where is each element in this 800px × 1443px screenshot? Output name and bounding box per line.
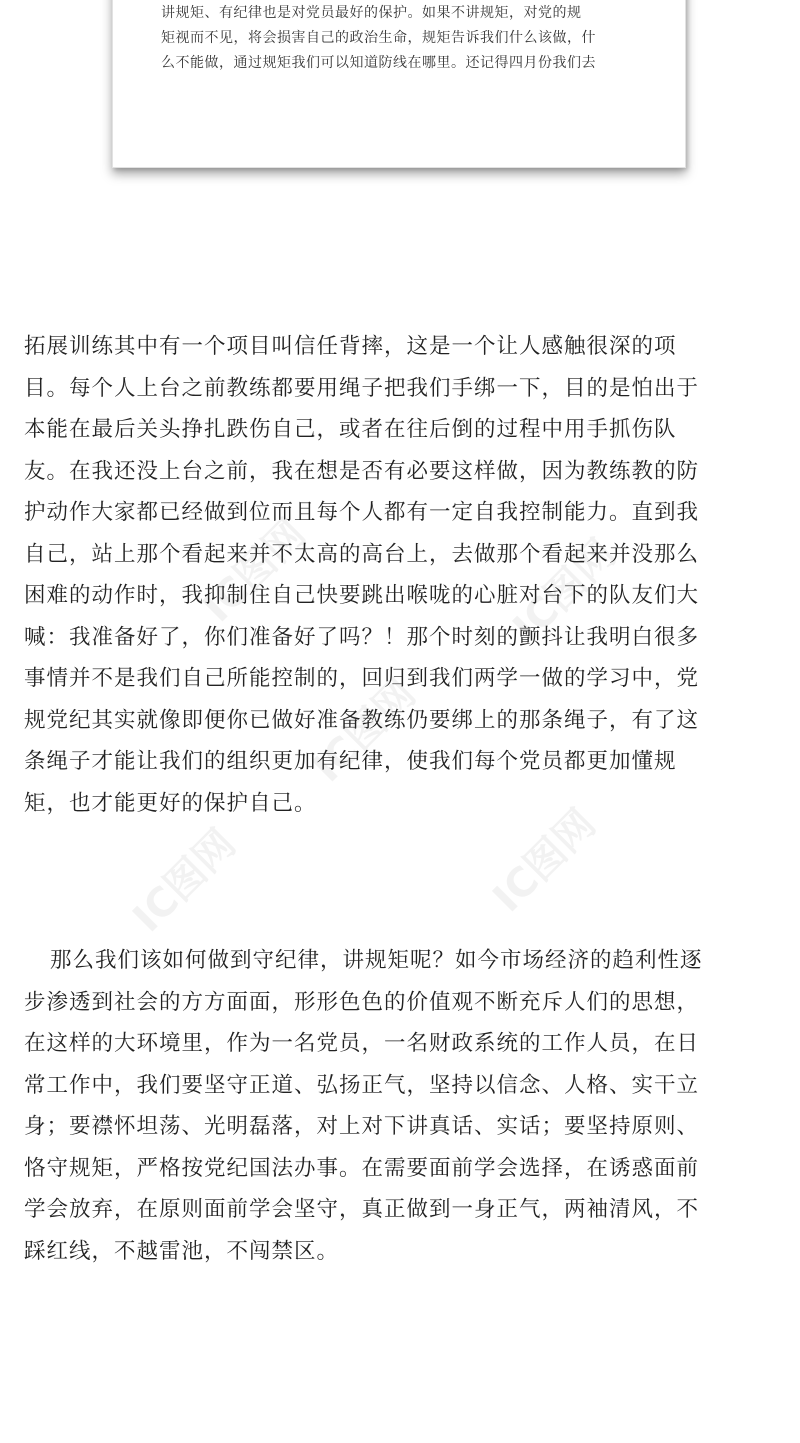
text-line: 条绳子才能让我们的组织更加有纪律，使我们每个党员都更加懂规 bbox=[24, 749, 677, 774]
text-line: 友。在我还没上台之前，我在想是否有必要这样做，因为教练教的防 bbox=[24, 458, 700, 484]
document-preview-card bbox=[112, 0, 686, 168]
text-line: 事情并不是我们自己所能控制的，回归到我们两学一做的学习中，党 bbox=[24, 666, 700, 691]
preview-line: 么不能做，通过规矩我们可以知道防线在哪里。还记得四月份我们去 bbox=[161, 55, 596, 71]
text-line: 在这样的大环境里，作为一名党员，一名财政系统的工作人员，在日 bbox=[24, 1031, 700, 1056]
text-line: 矩，也才能更好的保护自己。 bbox=[24, 790, 317, 816]
text-line: 踩红线，不越雷池，不闯禁区。 bbox=[24, 1238, 340, 1264]
preview-card-text bbox=[161, 1, 645, 76]
text-line: 困难的动作时，我抑制住自己快要跳出喉咙的心脏对台下的队友们大 bbox=[24, 583, 700, 608]
text-line: 自己，站上那个看起来并不太高的高台上，去做那个看起来并没那么 bbox=[24, 541, 700, 567]
watermark-logo: IC图网 bbox=[194, 510, 315, 632]
text-line: 喊：我准备好了，你们准备好了吗？！那个时刻的颤抖让我明白很多 bbox=[24, 624, 700, 650]
text-line: 学会放弃，在原则面前学会坚守，真正做到一身正气，两袖清风，不 bbox=[24, 1197, 700, 1222]
text-line: 拓展训练其中有一个项目叫信任背摔，这是一个让人感触很深的项 bbox=[24, 334, 677, 359]
preview-line: 矩视而不见，将会损害自己的政治生命，规矩告诉我们什么该做，什 bbox=[161, 30, 596, 46]
text-line: 步渗透到社会的方方面面，形形色色的价值观不断充斥人们的思想， bbox=[24, 989, 700, 1015]
text-line: 那么我们该如何做到守纪律，讲规矩呢？如今市场经济的趋利性逐 bbox=[50, 948, 703, 973]
text-line: 目。每个人上台之前教练都要用绳子把我们手绑一下，目的是怕出于 bbox=[24, 375, 700, 401]
paragraph-trust-fall bbox=[24, 326, 784, 824]
text-line: 规党纪其实就像即便你已做好准备教练仍要绑上的那条绳子，有了这 bbox=[24, 707, 700, 733]
watermark-logo: IC图网 bbox=[484, 800, 605, 922]
text-line: 恪守规矩，严格按党纪国法办事。在需要面前学会选择，在诱惑面前 bbox=[24, 1155, 700, 1181]
text-line: 护动作大家都已经做到位而且每个人都有一定自我控制能力。直到我 bbox=[24, 500, 700, 525]
text-line: 身；要襟怀坦荡、光明磊落，对上对下讲真话、实话；要坚持原则、 bbox=[24, 1114, 700, 1139]
text-line: 常工作中，我们要坚守正道、弘扬正气，坚持以信念、人格、实干立 bbox=[24, 1072, 700, 1098]
watermark-logo: IC图网 bbox=[304, 670, 425, 792]
preview-line: 讲规矩、有纪律也是对党员最好的保护。如果不讲规矩，对党的规 bbox=[161, 5, 582, 21]
watermark-logo: IC图网 bbox=[504, 530, 625, 652]
paragraph-discipline bbox=[24, 940, 784, 1272]
text-line: 本能在最后关头挣扎跌伤自己，或者在往后倒的过程中用手抓伤队 bbox=[24, 417, 677, 442]
watermark-logo: IC图网 bbox=[124, 820, 245, 942]
